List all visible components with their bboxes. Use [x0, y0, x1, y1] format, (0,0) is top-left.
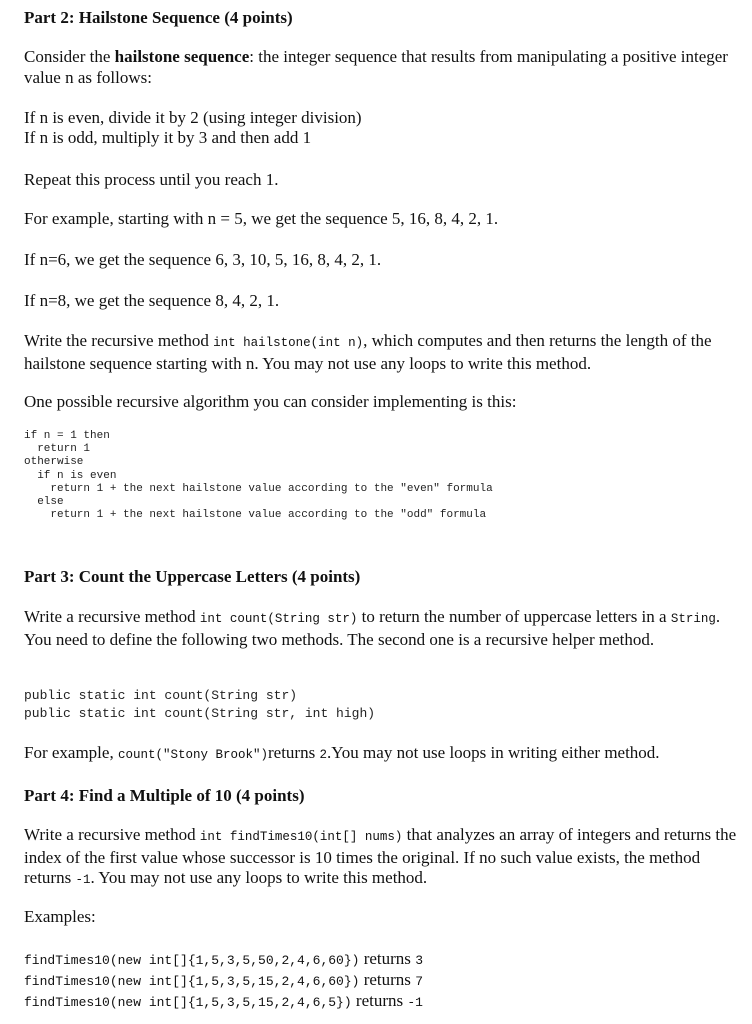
example-line [24, 949, 740, 972]
part3-example-text: For example, [24, 743, 118, 762]
part2-intro [24, 47, 740, 88]
example-result: 7 [415, 974, 423, 989]
example-line [24, 991, 740, 1014]
part4-task [24, 825, 740, 891]
string-type: String [670, 612, 716, 626]
part2-intro-text: Consider the [24, 47, 115, 66]
part3-task [24, 607, 740, 650]
count-example-result: 2 [319, 748, 327, 762]
example-returns-word: returns [359, 970, 416, 989]
algorithm-pseudocode: if n = 1 then return 1 otherwise if n is even return 1 + the next hailstone value according to the "even" formula else return 1 + the next hailstone value according to the "odd" formula [24, 430, 493, 522]
hailstone-signature: int hailstone(int n) [213, 336, 364, 350]
part2-heading: Part 2: Hailstone Sequence (4 points) [24, 8, 293, 27]
repeat-text: Repeat this process until you reach 1. [24, 170, 279, 189]
rule-even: If n is even, divide it by 2 (using integer division) [24, 108, 362, 127]
findtimes10-signature: int findTimes10(int[] nums) [199, 830, 403, 844]
no-match-value: -1 [75, 873, 91, 887]
example-call: findTimes10(new int[]{1,5,3,5,50,2,4,6,60}) [24, 953, 360, 968]
example-result: 3 [415, 953, 423, 968]
example-n5: For example, starting with n = 5, we get the sequence 5, 16, 8, 4, 2, 1. [24, 209, 499, 228]
part2-intro-rest: : the integer sequence that results from manipulating a positive integer value n as follows: [24, 47, 728, 87]
part3-task-mid: to return the number of uppercase letters in a [357, 607, 671, 626]
example-returns-word: returns [359, 949, 416, 968]
part3-task-text: Write a recursive method [24, 607, 200, 626]
example-n8: If n=8, we get the sequence 8, 4, 2, 1. [24, 291, 280, 310]
example-result: -1 [407, 995, 423, 1010]
count-signature: int count(String str) [199, 612, 358, 626]
example-returns-word: returns [351, 991, 408, 1010]
part3-example [24, 743, 740, 766]
example-n6: If n=6, we get the sequence 6, 3, 10, 5, 16, 8, 4, 2, 1. [24, 250, 382, 269]
part3-heading: Part 3: Count the Uppercase Letters (4 points) [24, 567, 361, 586]
part4-task-rest: . You may not use any loops to write this method. [90, 868, 428, 887]
method-signatures: public static int count(String str) public static int count(String str, int high) [24, 688, 376, 721]
example-call: findTimes10(new int[]{1,5,3,5,15,2,4,6,60}) [24, 974, 360, 989]
examples-label: Examples: [24, 907, 96, 926]
part3-task-rest: . You need to define the following two methods. The second one is a recursive helper method. [24, 607, 721, 649]
example-line [24, 970, 740, 993]
part2-task [24, 331, 740, 374]
count-example-call: count("Stony Brook") [117, 748, 268, 762]
part2-task-text: Write the recursive method [24, 331, 214, 350]
part2-intro-term: hailstone sequence [114, 47, 250, 66]
part2-task-rest: , which computes and then returns the length of the hailstone sequence starting with n. You may not use any loops to write this method. [24, 331, 712, 373]
rule-odd: If n is odd, multiply it by 3 and then add 1 [24, 128, 312, 147]
part3-example-mid: returns [267, 743, 320, 762]
part3-example-rest: .You may not use loops in writing either method. [326, 743, 660, 762]
example-call: findTimes10(new int[]{1,5,3,5,15,2,4,6,5}) [24, 995, 352, 1010]
part4-task-mid: that analyzes an array of integers and returns the index of the first value whose successor is 10 times the original. If no such value exists, the method returns [24, 825, 737, 887]
part4-task-text: Write a recursive method [24, 825, 200, 844]
algorithm-intro: One possible recursive algorithm you can consider implementing is this: [24, 392, 517, 411]
part4-heading: Part 4: Find a Multiple of 10 (4 points) [24, 786, 305, 805]
